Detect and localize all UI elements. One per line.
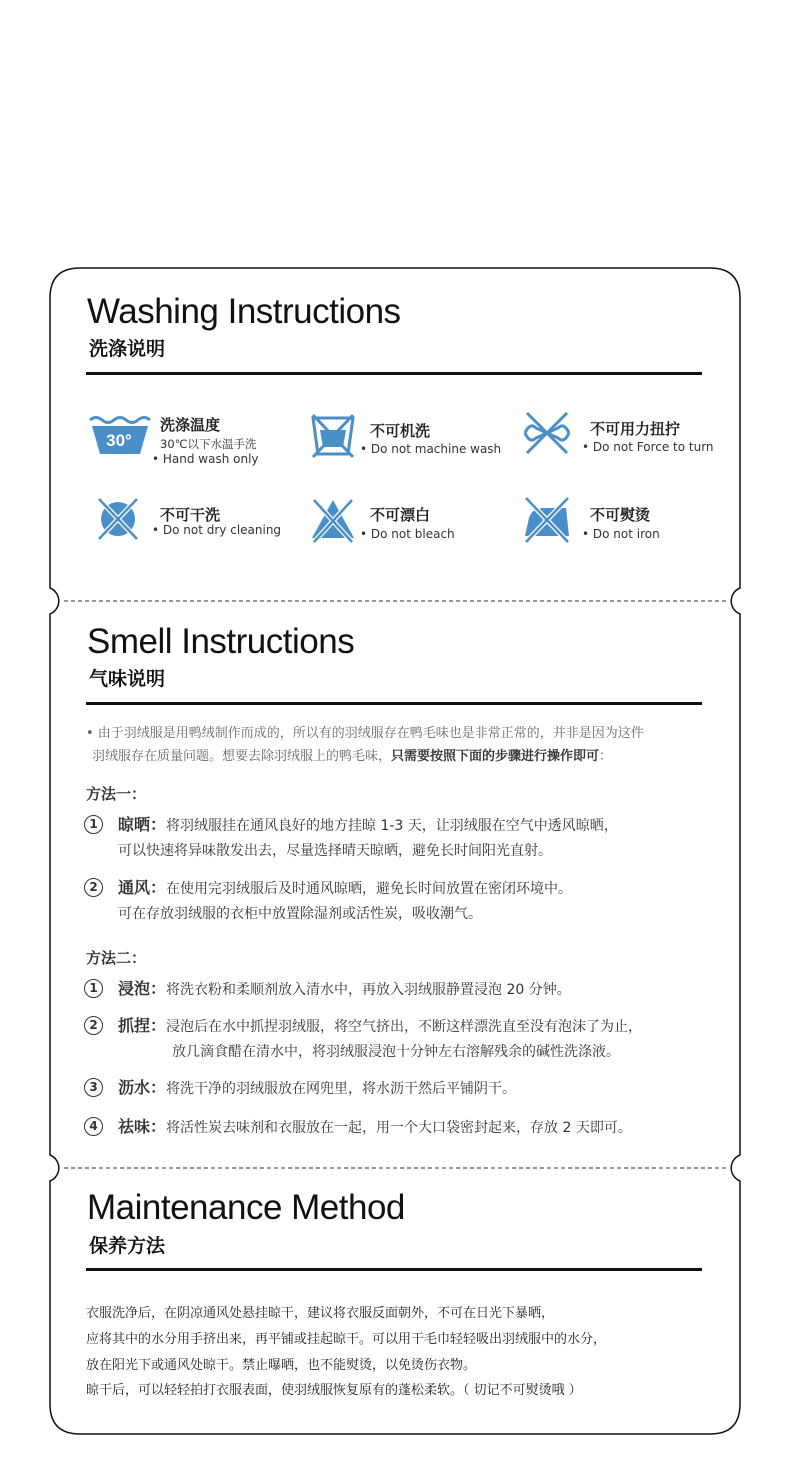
no-machine-wash-icon bbox=[310, 412, 356, 460]
smell-intro-line bbox=[86, 745, 716, 768]
maintenance-line: 衣服洗净后，在阴凉通风处悬挂晾干，建议将衣服反面朝外，不可在日光下暴晒， bbox=[86, 1306, 555, 1321]
no-dry-clean-icon bbox=[96, 496, 140, 542]
care-cn-label: 洗涤温度 bbox=[160, 416, 221, 434]
care-item-dry-clean bbox=[96, 496, 301, 556]
step-text: 将羽绒服挂在通风良好的地方挂晾 1-3 天，让羽绒服在空气中透风晾晒， bbox=[166, 818, 618, 834]
care-sub-label: 30℃以下水温手洗 bbox=[160, 437, 257, 451]
smell-intro-line: • 由于羽绒服是用鸭绒制作而成的，所以有的羽绒服存在鸭毛味也是非常正常的，并非是因为这件 bbox=[86, 726, 644, 741]
care-en-label: • Do not Force to turn bbox=[582, 440, 714, 454]
maintenance-line: 放在阳光下或通风处晾干。禁止曝晒，也不能熨烫，以免烫伤衣物。 bbox=[86, 1358, 477, 1373]
care-item-iron bbox=[522, 494, 727, 554]
step-head: 通风： bbox=[118, 878, 167, 897]
step-head: 浸泡： bbox=[118, 979, 167, 998]
step-head: 祛味： bbox=[118, 1117, 167, 1136]
step-text: 将洗衣粉和柔顺剂放入清水中，再放入羽绒服静置浸泡 20 分钟。 bbox=[166, 982, 571, 998]
hand-wash-30-icon bbox=[88, 410, 152, 460]
washing-rule bbox=[86, 372, 702, 375]
maintenance-line: 应将其中的水分用手挤出来，再平铺或挂起晾干。可以用干毛巾轻轻吸出羽绒服中的水分， bbox=[86, 1332, 607, 1347]
maintenance-line: 晾干后，可以轻轻拍打衣服表面，使羽绒服恢复原有的蓬松柔软。（ 切记不可熨烫哦 ） bbox=[86, 1383, 582, 1398]
smell-intro-text: 羽绒服存在质量问题。想要去除羽绒服上的鸭毛味， bbox=[92, 749, 392, 764]
smell-title-cn: 气味说明 bbox=[89, 668, 166, 690]
step-text: 可以快速将异味散发出去，尽量选择晴天晾晒，避免长时间阳光直射。 bbox=[118, 843, 552, 859]
step-head: 晾晒： bbox=[118, 815, 167, 834]
smell-intro-emphasis: 只需要按照下面的步骤进行操作即可 bbox=[391, 749, 600, 764]
step-number: 4 bbox=[84, 1117, 103, 1136]
care-item-bleach bbox=[310, 496, 515, 556]
step-head: 抓捏： bbox=[118, 1016, 167, 1035]
care-en-label: • Do not bleach bbox=[360, 527, 455, 541]
method1-title: 方法一： bbox=[86, 785, 147, 803]
step-number: 2 bbox=[84, 878, 103, 897]
step-text: 可在存放羽绒服的衣柜中放置除湿剂或活性炭，吸收潮气。 bbox=[118, 906, 482, 922]
care-en-label: • Hand wash only bbox=[152, 452, 259, 466]
no-bleach-icon bbox=[310, 496, 356, 544]
care-cn-label: 不可机洗 bbox=[370, 422, 431, 440]
care-en-label: • Do not iron bbox=[582, 527, 660, 541]
care-item-hand-wash bbox=[88, 410, 293, 470]
step-text: 将洗干净的羽绒服放在网兜里，将水沥干然后平铺阴干。 bbox=[166, 1081, 517, 1097]
washing-title-en: Washing Instructions bbox=[87, 292, 401, 331]
step-text: 放几滴食醋在清水中，将羽绒服浸泡十分钟左右溶解残余的碱性洗涤液。 bbox=[172, 1044, 620, 1060]
step-head: 沥水： bbox=[118, 1078, 167, 1097]
smell-title-en: Smell Instructions bbox=[87, 622, 355, 661]
step-text: 将活性炭去味剂和衣服放在一起，用一个大口袋密封起来，存放 2 天即可。 bbox=[166, 1120, 632, 1136]
no-wring-icon bbox=[522, 410, 572, 456]
step-number: 1 bbox=[84, 979, 103, 998]
step-text: 浸泡后在水中抓捏羽绒服，将空气挤出，不断这样漂洗直至没有泡沫了为止， bbox=[166, 1019, 643, 1035]
method2-title: 方法二： bbox=[86, 949, 147, 967]
maintenance-rule bbox=[86, 1268, 702, 1271]
smell-intro-colon: ： bbox=[599, 749, 613, 764]
smell-rule bbox=[86, 702, 702, 705]
washing-title-cn: 洗涤说明 bbox=[89, 338, 166, 360]
care-item-wring bbox=[522, 410, 727, 470]
step-number: 3 bbox=[84, 1078, 103, 1097]
maintenance-title-cn: 保养方法 bbox=[89, 1235, 166, 1257]
care-cn-label: 不可干洗 bbox=[160, 506, 221, 524]
care-cn-label: 不可漂白 bbox=[370, 506, 431, 524]
hand-wash-badge: 30° bbox=[106, 431, 132, 450]
step-text: 在使用完羽绒服后及时通风晾晒，避免长时间放置在密闭环境中。 bbox=[166, 881, 573, 897]
care-item-machine-wash bbox=[310, 412, 515, 472]
step-number: 1 bbox=[84, 815, 103, 834]
care-cn-label: 不可用力扭拧 bbox=[590, 420, 681, 438]
care-en-label: • Do not machine wash bbox=[360, 442, 502, 456]
maintenance-title-en: Maintenance Method bbox=[87, 1188, 405, 1227]
no-iron-icon bbox=[522, 494, 572, 544]
care-en-label: • Do not dry cleaning bbox=[152, 523, 282, 537]
step-number: 2 bbox=[84, 1016, 103, 1035]
care-cn-label: 不可熨烫 bbox=[590, 506, 651, 524]
smell-intro bbox=[86, 722, 716, 768]
